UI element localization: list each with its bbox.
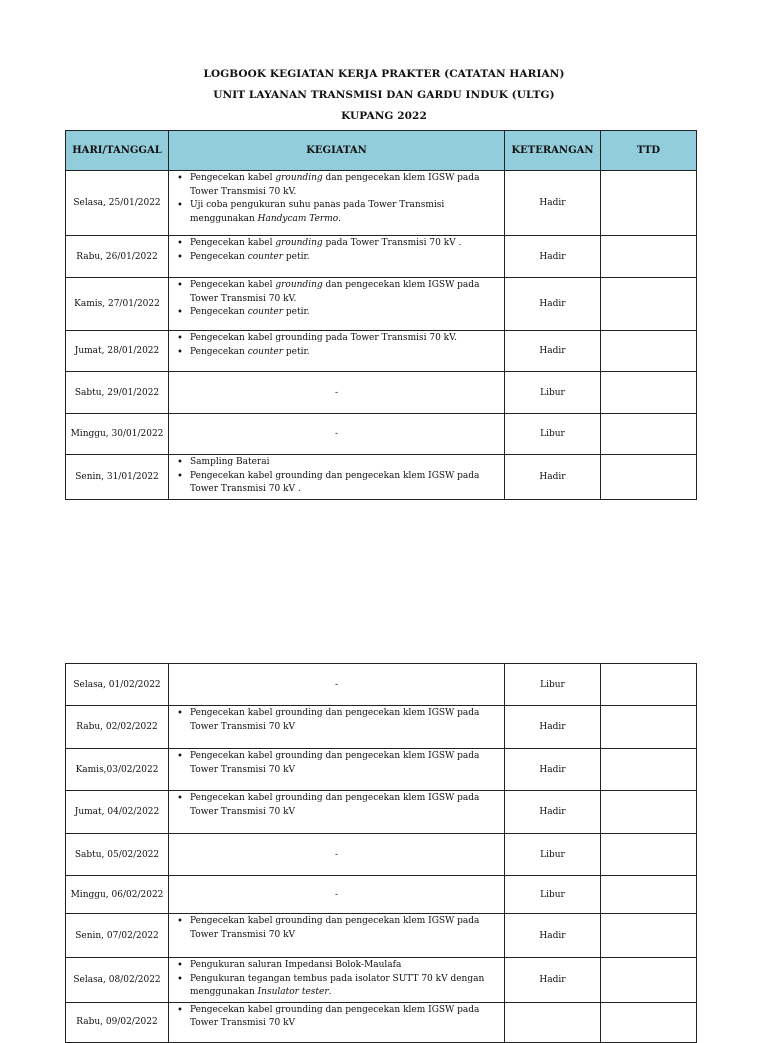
row-keterangan: Hadir: [505, 278, 601, 331]
row-keterangan: Hadir: [505, 455, 601, 500]
activity-item-text: Pengecekan kabel grounding dan pengecekan klem IGSW pada Tower Transmisi 70 kV .: [190, 470, 480, 494]
table-row: [66, 236, 697, 278]
table-row: [66, 278, 697, 331]
row-signature-cell: [601, 706, 697, 749]
row-date: Minggu, 30/01/2022: [66, 414, 169, 455]
activity-item: [190, 332, 500, 346]
row-date: Selasa, 08/02/2022: [66, 958, 169, 1003]
row-signature-cell: [601, 455, 697, 500]
row-activities: [169, 958, 505, 1003]
activity-item-italic-text: counter: [247, 251, 284, 262]
activity-list: [173, 279, 500, 320]
activity-item: [190, 199, 500, 226]
activity-item-text: Pengecekan kabel: [190, 238, 276, 248]
row-date: Senin, 31/01/2022: [66, 455, 169, 500]
logbook-table-february: [65, 663, 697, 1043]
row-date: Rabu, 09/02/2022: [66, 1002, 169, 1042]
row-date: Kamis, 27/01/2022: [66, 278, 169, 331]
activity-item: [190, 172, 500, 199]
row-keterangan: Hadir: [505, 706, 601, 749]
activity-item-text: Pengecekan kabel grounding dan pengecekan klem IGSW pada Tower Transmisi 70 kV: [190, 793, 480, 817]
row-keterangan: Hadir: [505, 236, 601, 278]
activity-item-text: Sampling Baterai: [190, 457, 270, 467]
activity-item-text: pada Tower Transmisi 70 kV .: [322, 238, 462, 248]
logbook-title-line-3: KUPANG 2022: [341, 110, 427, 122]
activity-list: [173, 332, 500, 359]
activity-item: [190, 470, 500, 497]
row-keterangan: Hadir: [505, 791, 601, 834]
activity-item-text: petir.: [283, 251, 310, 262]
row-date: Kamis,03/02/2022: [66, 749, 169, 791]
activity-item-italic-text: counter: [247, 307, 284, 317]
activity-item-text: Pengecekan kabel grounding dan pengecekan klem IGSW pada Tower Transmisi 70 kV: [190, 1004, 480, 1028]
activity-item-text: petir.: [283, 346, 310, 357]
activity-list: [173, 456, 500, 497]
row-keterangan: Hadir: [505, 914, 601, 958]
logbook-title-line-2: UNIT LAYANAN TRANSMISI DAN GARDU INDUK (ULTG): [213, 89, 555, 101]
row-date: Selasa, 01/02/2022: [66, 664, 169, 706]
row-signature-cell: [601, 171, 697, 236]
activity-list: [173, 1004, 500, 1031]
table-row: [66, 914, 697, 958]
row-activities: [169, 706, 505, 749]
row-activities: [169, 1002, 505, 1042]
activity-item-text: Pengukuran tegangan tembus pada isolator SUTT 70 kV dengan menggunakan: [190, 973, 485, 997]
activity-list: [173, 959, 500, 1000]
table-row: [66, 171, 697, 236]
row-activities: -: [169, 876, 505, 914]
column-header-kegiatan: KEGIATAN: [169, 131, 505, 171]
row-keterangan: Libur: [505, 372, 601, 414]
activity-item-italic-text: Insulator tester: [257, 987, 329, 997]
row-signature-cell: [601, 914, 697, 958]
activity-item-text: dan pengecekan klem IGSW pada Tower Transmisi 70 kV.: [190, 173, 480, 197]
activity-item: [190, 237, 500, 251]
activity-list: [173, 750, 500, 777]
activity-item: [190, 251, 500, 265]
row-keterangan: Hadir: [505, 958, 601, 1003]
activity-item-text: Pengecekan kabel grounding pada Tower Transmisi 70 kV.: [190, 333, 457, 343]
row-date: Sabtu, 29/01/2022: [66, 372, 169, 414]
activity-item-text: petir.: [283, 307, 310, 317]
row-activities: -: [169, 834, 505, 876]
activity-list: [173, 172, 500, 226]
column-header-keterangan: KETERANGAN: [505, 131, 601, 171]
activity-item: [190, 959, 500, 973]
row-keterangan: Hadir: [505, 749, 601, 791]
table-row: [66, 791, 697, 834]
row-activities: -: [169, 664, 505, 706]
activity-item: [190, 750, 500, 777]
activity-list: [173, 237, 500, 264]
activity-item-text: .: [328, 987, 332, 997]
activity-item: [190, 973, 500, 1000]
row-date: Minggu, 06/02/2022: [66, 876, 169, 914]
row-signature-cell: [601, 1002, 697, 1042]
activity-item-text: Pengecekan kabel grounding dan pengecekan klem IGSW pada Tower Transmisi 70 kV: [190, 916, 480, 940]
activity-item-text: Pengecekan: [190, 346, 248, 357]
activity-item: [190, 279, 500, 306]
row-date: Sabtu, 05/02/2022: [66, 834, 169, 876]
row-activities: [169, 914, 505, 958]
row-activities: [169, 791, 505, 834]
row-activities: [169, 331, 505, 372]
row-date: Rabu, 26/01/2022: [66, 236, 169, 278]
row-date: Selasa, 25/01/2022: [66, 171, 169, 236]
row-date: Senin, 07/02/2022: [66, 914, 169, 958]
table-row: [66, 414, 697, 455]
row-signature-cell: [601, 664, 697, 706]
table-row: [66, 664, 697, 706]
activity-item-text: Pengukuran saluran Impedansi Bolok-Maulafa: [190, 960, 402, 970]
row-keterangan: Libur: [505, 834, 601, 876]
row-keterangan: Libur: [505, 876, 601, 914]
row-activities: -: [169, 372, 505, 414]
column-header-ttd: TTD: [601, 131, 697, 171]
row-activities: [169, 749, 505, 791]
row-signature-cell: [601, 372, 697, 414]
activity-item: [190, 346, 500, 360]
row-signature-cell: [601, 958, 697, 1003]
row-signature-cell: [601, 331, 697, 372]
column-header-hari-tanggal: HARI/TANGGAL: [66, 131, 169, 171]
row-activities: [169, 455, 505, 500]
table-row: [66, 834, 697, 876]
row-date: Jumat, 04/02/2022: [66, 791, 169, 834]
row-keterangan: Libur: [505, 664, 601, 706]
activity-item: [190, 456, 500, 470]
activity-item-text: Pengecekan: [190, 307, 248, 317]
activity-list: [173, 792, 500, 819]
activity-item-text: Pengecekan kabel: [190, 173, 276, 183]
activity-item-italic-text: Handycam Termo: [257, 213, 339, 224]
row-activities: [169, 236, 505, 278]
activity-item-text: .: [338, 213, 342, 224]
logbook-table-january: [65, 130, 697, 500]
table-row: [66, 876, 697, 914]
activity-item-italic-text: counter: [247, 346, 284, 357]
row-activities: [169, 171, 505, 236]
row-signature-cell: [601, 278, 697, 331]
row-activities: -: [169, 414, 505, 455]
table-row: [66, 331, 697, 372]
activity-item-text: Pengecekan: [190, 251, 248, 262]
row-signature-cell: [601, 834, 697, 876]
row-signature-cell: [601, 876, 697, 914]
activity-item-italic-text: grounding: [275, 238, 323, 248]
row-keterangan: Hadir: [505, 331, 601, 372]
table-row: [66, 1002, 697, 1042]
row-keterangan: Hadir: [505, 171, 601, 236]
activity-list: [173, 707, 500, 734]
logbook-title-line-1: LOGBOOK KEGIATAN KERJA PRAKTER (CATATAN HARIAN): [203, 68, 565, 80]
row-date: Jumat, 28/01/2022: [66, 331, 169, 372]
activity-item-text: Pengecekan kabel: [190, 280, 276, 290]
table-row: [66, 372, 697, 414]
row-keterangan: Libur: [505, 414, 601, 455]
row-signature-cell: [601, 236, 697, 278]
activity-item-text: Pengecekan kabel grounding dan pengecekan klem IGSW pada Tower Transmisi 70 kV: [190, 751, 480, 775]
activity-item: [190, 792, 500, 819]
activity-item-italic-text: grounding: [275, 173, 323, 183]
activity-item: [190, 1004, 500, 1031]
table-row: [66, 706, 697, 749]
activity-item: [190, 707, 500, 734]
activity-item-italic-text: grounding: [275, 280, 323, 290]
activity-item-text: Pengecekan kabel grounding dan pengecekan klem IGSW pada Tower Transmisi 70 kV: [190, 708, 480, 732]
table-row: [66, 455, 697, 500]
row-signature-cell: [601, 414, 697, 455]
activity-item: [190, 306, 500, 320]
row-signature-cell: [601, 749, 697, 791]
activity-item-text: dan pengecekan klem IGSW pada Tower Transmisi 70 kV.: [190, 280, 480, 304]
table-row: [66, 958, 697, 1003]
row-keterangan: [505, 1002, 601, 1042]
activity-list: [173, 915, 500, 942]
activity-item-text: Uji coba pengukuran suhu panas pada Tower Transmisi menggunakan: [190, 200, 445, 224]
row-date: Rabu, 02/02/2022: [66, 706, 169, 749]
row-signature-cell: [601, 791, 697, 834]
activity-item: [190, 915, 500, 942]
row-activities: [169, 278, 505, 331]
table-row: [66, 749, 697, 791]
